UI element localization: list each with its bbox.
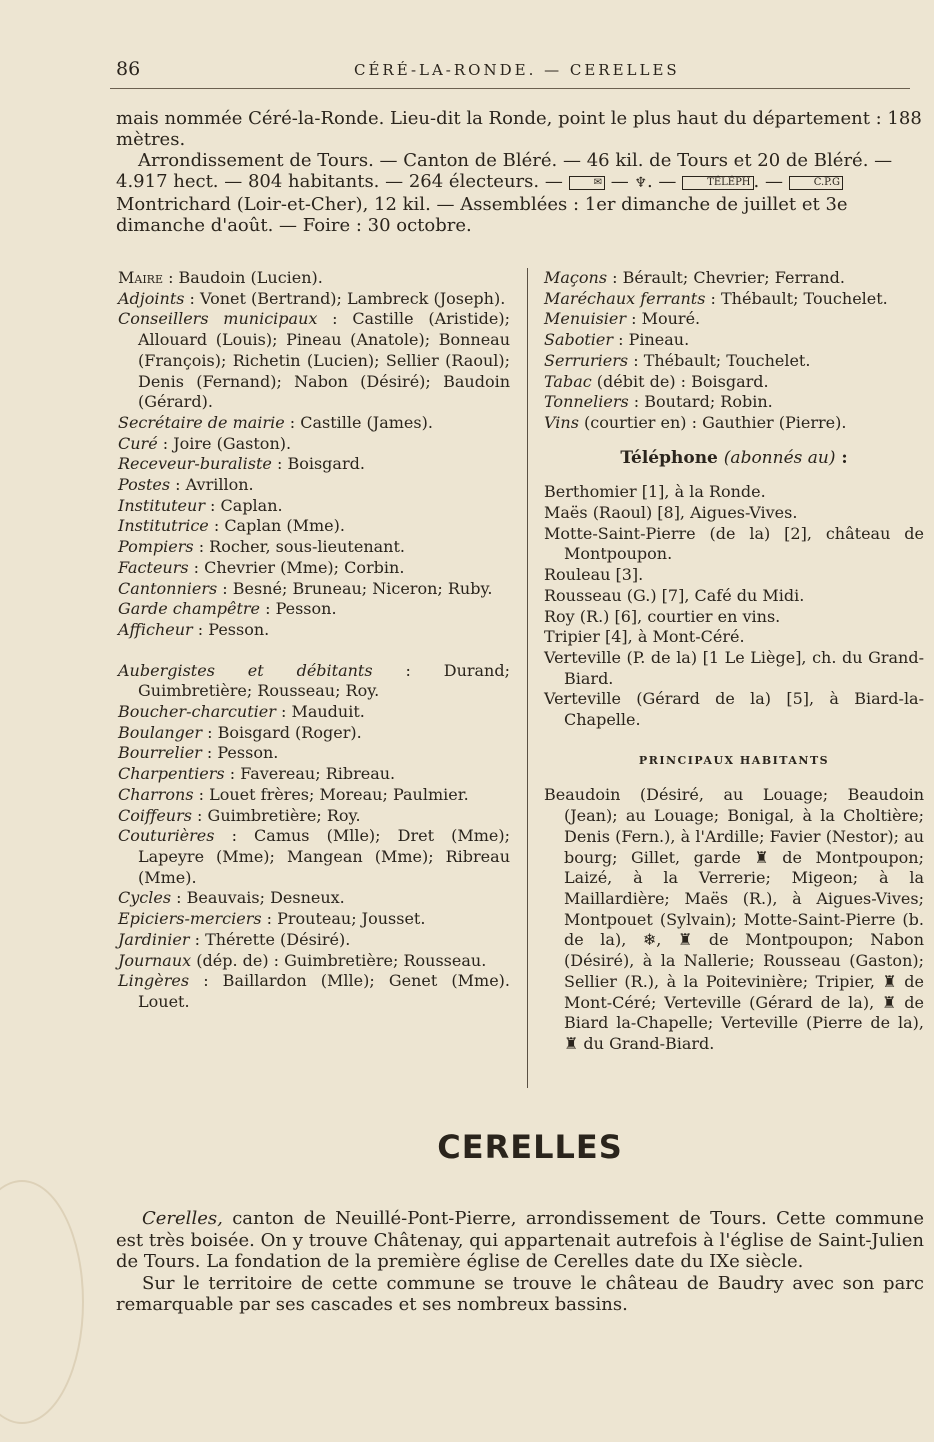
directory-entry	[118, 806, 510, 827]
entry-text: : Louet frères; Moreau; Paulmier.	[193, 784, 469, 804]
entry-text: : Baillardon (Mlle); Genet (Mme). Louet.	[138, 971, 510, 1011]
entry-text: : Pesson.	[201, 743, 279, 763]
directory-entry	[118, 661, 510, 702]
entry-text: : Avrillon.	[170, 475, 254, 495]
entry-role: Cycles	[118, 888, 172, 908]
post-office-icon: ✉	[569, 176, 605, 190]
telegraph-icon: ♆	[634, 175, 647, 191]
directory-entry	[118, 620, 510, 641]
entry-role: Secrétaire de mairie	[118, 412, 285, 432]
entry-text: : Chevrier (Mme); Corbin.	[188, 557, 405, 577]
entry-text: : Camus (Mlle); Dret (Mme); Lapeyre (Mme); Mangean (Mme); Ribreau (Mme).	[138, 826, 510, 887]
telephone-list	[544, 482, 924, 730]
entry-role: Serruriers	[544, 350, 629, 370]
directory-entry	[544, 413, 924, 434]
intro-line2: Arrondissement de Tours. — Canton de Bléré. — 46 kil. de Tours et 20 de Bléré. — 4.917 hect. — 804 habitants. — 264 électeurs. — ✉ — ♆. — TÉLÉPH . — C.P.G Montrichard (Loir-et-Cher), 12 kil. — Assemblées : 1er dimanche de juillet et 3e dimanche d'août. — Foire : 30 octobre.	[116, 150, 893, 236]
entry-text: : Thébault; Touchelet.	[705, 288, 888, 308]
intro-line1: mais nommée Céré-la-Ronde. Lieu-dit la Ronde, point le plus haut du département : 188 mètres.	[116, 108, 922, 150]
cerelles-para1-text: canton de Neuillé-Pont-Pierre, arrondissement de Tours. Cette commune est très boisée. On y trouve Châtenay, qui appartenait autrefois à l'église de Saint-Julien de Tours. La fondation de la première église de Cerelles date du IXe siècle.	[116, 1208, 924, 1272]
entry-text: (dép. de) : Guimbretière; Rousseau.	[191, 950, 487, 970]
paper-stain	[0, 1180, 84, 1424]
intro-line2-text: Arrondissement de Tours. — Canton de Bléré. — 46 kil. de Tours et 20 de Bléré. — 4.917 hect. — 804 habitants. — 264 électeurs. —	[116, 150, 893, 192]
entry-role: Curé	[118, 433, 158, 453]
entry-role: Institutrice	[118, 516, 209, 536]
directory-entry	[118, 785, 510, 806]
principaux-text: Beaudoin (Désiré, au Louage; Beaudoin (Jean); au Louage; Bonigal, à la Choltière; Denis (Fern.), à l'Ardille; Favier (Nestor); au bourg; Gillet, garde ♜ de Montpoupon; Laizé, à la Verrerie; Migeon; à la Maillardière; Maës (R.), à Aigues-Vives; Montpouet (Sylvain); Motte-Saint-Pierre (b. de la), ❄, ♜ de Montpoupon; Nabon (Désiré), à la Nallerie; Rousseau (Gaston); Sellier (R.), à la Poitevinière; Tripier, ♜ de Mont-Céré; Verteville (Gérard de la), ♜ de Biard la-Chapelle; Verteville (Pierre de la), ♜ du Grand-Biard.	[544, 785, 924, 1053]
entry-text: : Pesson.	[260, 599, 337, 619]
directory-entry	[544, 351, 924, 372]
entry-role: Postes	[118, 475, 171, 495]
entry-text: : Joire (Gaston).	[157, 433, 292, 453]
telephone-entry: Rouleau [3].	[544, 565, 644, 585]
telephone-entry: Roy (R.) [6], courtier en vins.	[544, 606, 781, 626]
directory-entry	[118, 826, 510, 888]
entry-text: : Besné; Bruneau; Niceron; Ruby.	[217, 578, 493, 598]
directory-entry	[118, 475, 510, 496]
entry-text: : Boisgard.	[271, 454, 365, 474]
entry-text: : Mauduit.	[275, 702, 365, 722]
entry-role: Charrons	[118, 784, 194, 804]
entry-role: Menuisier	[544, 309, 627, 329]
entry-role: Maréchaux ferrants	[544, 288, 706, 308]
right-column	[544, 268, 924, 1055]
entry-role: Conseillers municipaux	[118, 309, 318, 329]
entry-text: : Boutard; Robin.	[628, 392, 773, 412]
entry-role: Adjoints	[118, 288, 185, 308]
directory-entry	[118, 909, 510, 930]
directory-entry	[544, 309, 924, 330]
directory-entry	[118, 516, 510, 537]
page-number: 86	[116, 58, 141, 80]
cerelles-text	[116, 1208, 924, 1316]
directory-entry	[544, 268, 924, 289]
directory-entry	[544, 289, 924, 310]
entry-text: : Rocher, sous-lieutenant.	[193, 537, 405, 557]
entry-role: Garde champêtre	[118, 599, 260, 619]
header-rule	[110, 88, 910, 89]
entry-role: Charpentiers	[118, 764, 225, 784]
telephone-entry: Maës (Raoul) [8], Aigues-Vives.	[544, 503, 798, 523]
entry-role: Tabac	[544, 371, 592, 391]
intro-block	[116, 108, 924, 236]
principaux-title: PRINCIPAUX HABITANTS	[638, 753, 830, 767]
entry-text: : Favereau; Ribreau.	[224, 764, 396, 784]
entry-role: Boulanger	[118, 722, 203, 742]
entry-role: Coiffeurs	[118, 805, 192, 825]
entry-text: (débit de) : Boisgard.	[591, 371, 769, 391]
entry-text: : Boisgard (Roger).	[202, 722, 362, 742]
directory-entry	[118, 413, 510, 434]
telephone-entry: Rousseau (G.) [7], Café du Midi.	[544, 585, 805, 605]
cpg-icon: C.P.G	[789, 176, 843, 190]
entry-text: : Castille (James).	[284, 412, 433, 432]
telephone-title-text: Téléphone	[620, 447, 718, 468]
entry-text: : Caplan (Mme).	[208, 516, 345, 536]
directory-entry	[118, 268, 510, 289]
entry-text: : Pesson.	[192, 619, 270, 639]
telephone-icon: TÉLÉPH	[682, 176, 753, 190]
entry-text: : Vonet (Bertrand); Lambreck (Joseph).	[184, 288, 506, 308]
telephone-entry: Tripier [4], à Mont-Céré.	[544, 627, 745, 647]
entry-role: Couturières	[118, 826, 215, 846]
entry-text: : Beauvais; Desneux.	[171, 888, 345, 908]
entry-role: Sabotier	[544, 330, 614, 350]
cerelles-para1-italic: Cerelles,	[142, 1208, 223, 1229]
entry-role: Maire	[118, 268, 163, 287]
cerelles-para2: Sur le territoire de cette commune se trouve le château de Baudry avec son parc remarquable par ses cascades et ses nombreux bassins.	[116, 1272, 924, 1315]
directory-entry	[118, 723, 510, 744]
entry-text: : Bérault; Chevrier; Ferrand.	[607, 268, 845, 287]
directory-entry	[118, 971, 510, 1012]
directory-entry	[118, 764, 510, 785]
entry-text: : Caplan.	[204, 495, 283, 515]
entry-text: : Thérette (Désiré).	[189, 929, 351, 949]
directory-entry	[118, 309, 510, 413]
directory-entry	[544, 330, 924, 351]
directory-entry	[118, 888, 510, 909]
directory-entry	[118, 702, 510, 723]
intro-line2-end: Montrichard (Loir-et-Cher), 12 kil. — Assemblées : 1er dimanche de juillet et 3e dimanche d'août. — Foire : 30 octobre.	[116, 194, 848, 236]
directory-entry	[118, 558, 510, 579]
entry-text: : Pineau.	[613, 330, 690, 350]
page-header	[116, 58, 906, 86]
entry-text: (courtier en) : Gauthier (Pierre).	[578, 412, 847, 432]
entry-text: : Thébault; Touchelet.	[628, 350, 811, 370]
entry-role: Instituteur	[118, 495, 205, 515]
directory-entry	[544, 372, 924, 393]
entry-role: Afficheur	[118, 619, 193, 639]
directory-entry	[544, 392, 924, 413]
directory-entry	[118, 930, 510, 951]
entry-role: Cantonniers	[118, 578, 218, 598]
entry-text: : Mouré.	[626, 309, 701, 329]
entry-text: : Baudoin (Lucien).	[162, 268, 323, 287]
directory-entry	[118, 579, 510, 600]
telephone-title-end: :	[835, 447, 848, 468]
entry-text: : Guimbretière; Roy.	[191, 805, 361, 825]
entry-role: Maçons	[544, 268, 608, 287]
trades-list	[544, 268, 924, 434]
column-divider	[527, 268, 528, 1088]
entry-role: Boucher-charcutier	[118, 702, 276, 722]
entry-role: Aubergistes et débitants	[118, 660, 373, 680]
entry-role: Journaux	[118, 950, 192, 970]
directory-entry	[118, 289, 510, 310]
entry-text: : Durand; Guimbretière; Rousseau; Roy.	[138, 660, 510, 701]
entry-role: Facteurs	[118, 557, 189, 577]
telephone-title	[544, 448, 924, 469]
directory-entry	[118, 743, 510, 764]
entry-role: Lingères	[118, 971, 190, 991]
cerelles-para1	[116, 1208, 924, 1273]
directory-entry	[118, 951, 510, 972]
directory-entry	[118, 454, 510, 475]
entry-role: Tonneliers	[544, 392, 629, 412]
section-title: CERELLES	[437, 1128, 623, 1166]
telephone-entry: Motte-Saint-Pierre (de la) [2], château de Montpoupon.	[544, 523, 924, 564]
telephone-entry: Verteville (Gérard de la) [5], à Biard-la-Chapelle.	[544, 689, 924, 730]
left-column	[118, 268, 510, 1013]
entry-role: Receveur-buraliste	[118, 454, 272, 474]
entry-text: : Prouteau; Jousset.	[261, 909, 426, 929]
entry-role: Pompiers	[118, 537, 194, 557]
directory-entry	[118, 537, 510, 558]
directory-entry	[118, 599, 510, 620]
entry-role: Bourrelier	[118, 743, 202, 763]
directory-entry	[118, 434, 510, 455]
telephone-entry: Berthomier [1], à la Ronde.	[544, 482, 766, 502]
running-title: CÉRÉ-LA-RONDE. — CERELLES	[354, 61, 680, 79]
directory-entry	[118, 496, 510, 517]
entry-role: Epiciers-merciers	[118, 909, 262, 929]
telephone-entry: Verteville (P. de la) [1 Le Liège], ch. du Grand-Biard.	[544, 647, 924, 688]
entry-role: Jardinier	[118, 929, 190, 949]
telephone-title-italic: (abonnés au)	[723, 447, 836, 468]
entry-text: : Castille (Aristide); Allouard (Louis); Pineau (Anatole); Bonneau (François); Richetin (Lucien); Sellier (Raoul); Denis (Fernand); Nabon (Désiré); Baudoin (Gérard).	[138, 309, 510, 412]
entry-role: Vins	[544, 412, 579, 432]
